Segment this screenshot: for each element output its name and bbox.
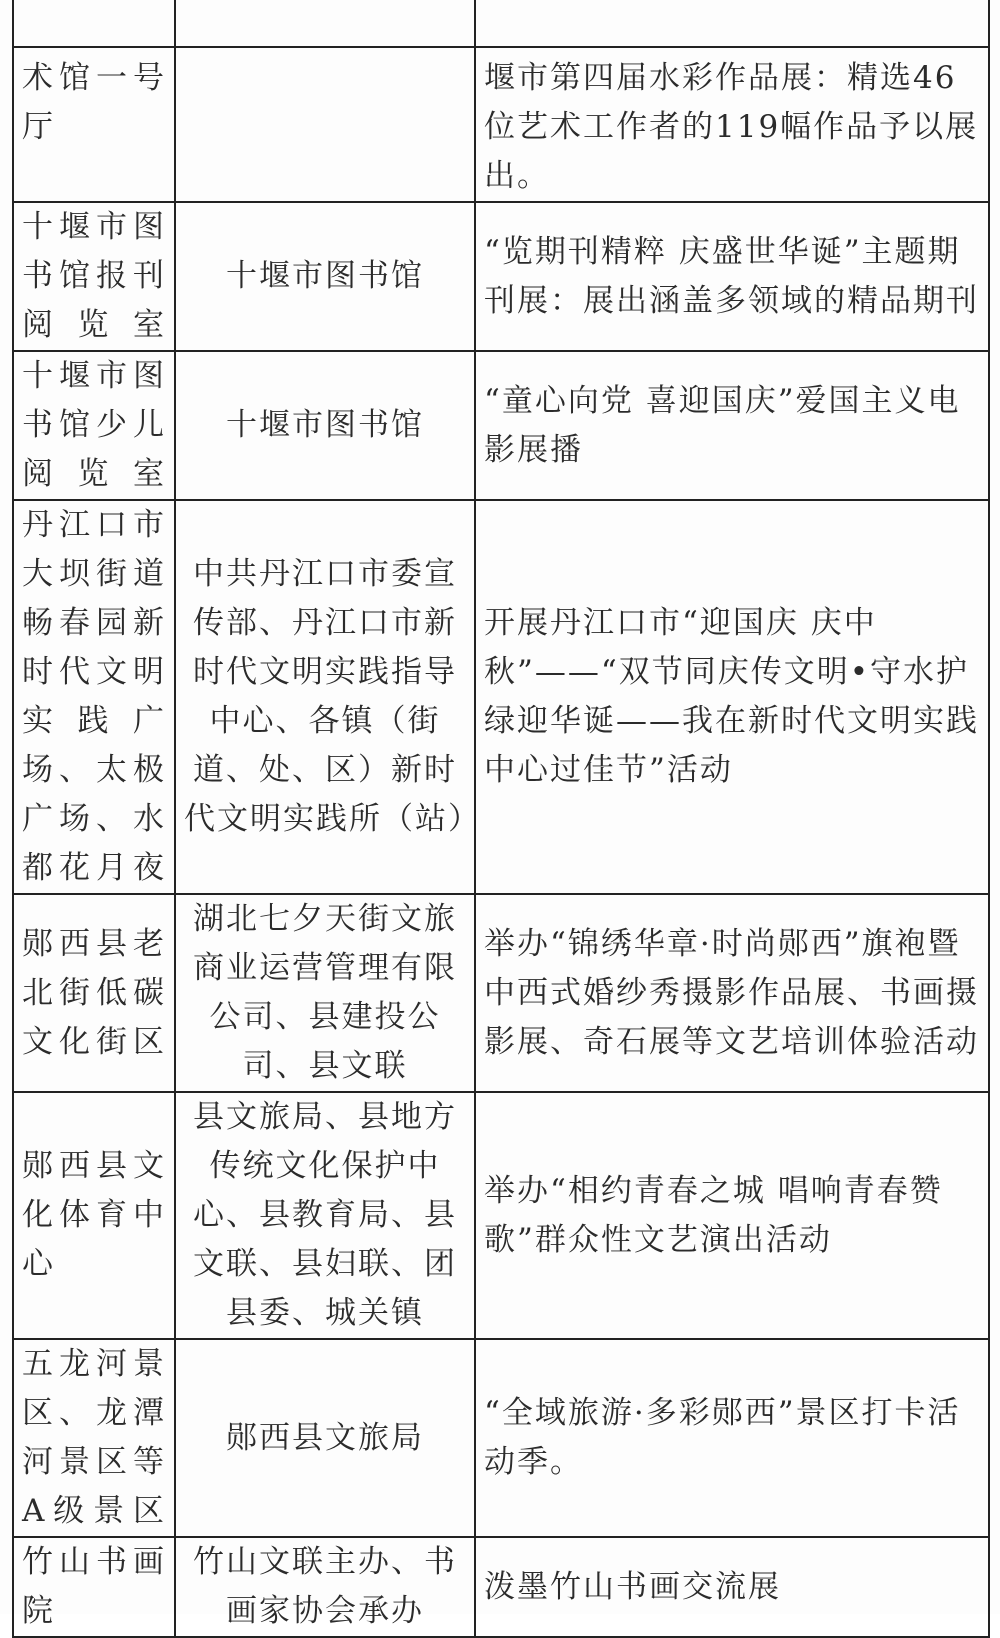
- table-row: [13, 351, 989, 500]
- table-row: [13, 1339, 989, 1537]
- venue-cell: 竹山书画院: [13, 1537, 175, 1637]
- organizer-cell: 十堰市图书馆: [175, 202, 475, 351]
- activity-cell: 举办“相约青春之城 唱响青春赞歌”群众性文艺演出活动: [475, 1092, 989, 1339]
- activity-cell: 开展丹江口市“迎国庆 庆中秋”——“双节同庆传文明•守水护绿迎华诞——我在新时代文明实践中心过佳节”活动: [475, 500, 989, 894]
- table-row: [13, 0, 989, 47]
- organizer-cell: 湖北七夕天街文旅商业运营管理有限公司、县建投公司、县文联: [175, 894, 475, 1092]
- organizer-cell: 郧西县文旅局: [175, 1339, 475, 1537]
- activity-cell: 堰市第四届水彩作品展：精选46位艺术工作者的119幅作品予以展出。: [475, 47, 989, 202]
- organizer-cell: 十堰市图书馆: [175, 351, 475, 500]
- table-row: [13, 894, 989, 1092]
- table-row: [13, 1537, 989, 1637]
- venue-cell: 丹江口市大坝街道畅春园新时代文明实践广场、太极广场、水都花月夜: [13, 500, 175, 894]
- organizer-cell: 中共丹江口市委宣传部、丹江口市新时代文明实践指导中心、各镇（街道、处、区）新时代文明实践所（站）: [175, 500, 475, 894]
- activity-cell: 举办“锦绣华章·时尚郧西”旗袍暨中西式婚纱秀摄影作品展、书画摄影展、奇石展等文艺培训体验活动: [475, 894, 989, 1092]
- organizer-cell: [175, 0, 475, 47]
- venue-cell: 十堰市图书馆报刊阅览室: [13, 202, 175, 351]
- table-row: [13, 1092, 989, 1339]
- venue-cell: 术馆一号厅: [13, 47, 175, 202]
- venue-cell: 十堰市图书馆少儿阅览室: [13, 351, 175, 500]
- organizer-cell: 县文旅局、县地方传统文化保护中心、县教育局、县文联、县妇联、团县委、城关镇: [175, 1092, 475, 1339]
- activity-cell: “全域旅游·多彩郧西”景区打卡活动季。: [475, 1339, 989, 1537]
- events-table: [12, 0, 990, 1638]
- venue-cell: 郧西县老北街低碳文化街区: [13, 894, 175, 1092]
- activity-cell: 泼墨竹山书画交流展: [475, 1537, 989, 1637]
- organizer-cell: 竹山文联主办、书画家协会承办: [175, 1537, 475, 1637]
- activity-cell: “览期刊精粹 庆盛世华诞”主题期刊展：展出涵盖多领域的精品期刊: [475, 202, 989, 351]
- table-row: [13, 500, 989, 894]
- venue-cell: 五龙河景区、龙潭河景区等A级景区: [13, 1339, 175, 1537]
- table-row: [13, 47, 989, 202]
- organizer-cell: [175, 47, 475, 202]
- venue-cell: [13, 0, 175, 47]
- table-row: [13, 202, 989, 351]
- activity-cell: [475, 0, 989, 47]
- activity-cell: “童心向党 喜迎国庆”爱国主义电影展播: [475, 351, 989, 500]
- venue-cell: 郧西县文化体育中心: [13, 1092, 175, 1339]
